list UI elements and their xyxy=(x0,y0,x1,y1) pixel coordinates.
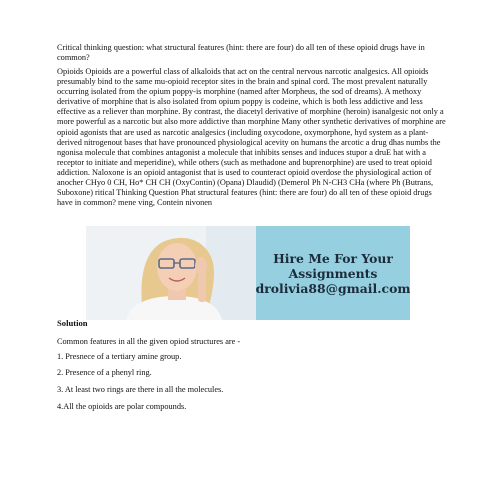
solution-item: 3. At least two rings are there in all the molecules. xyxy=(57,385,224,394)
solution-item: 4.All the opioids are polar compounds. xyxy=(57,402,187,411)
solution-heading: Solution xyxy=(57,318,88,328)
solution-item: 2. Presence of a phenyl ring. xyxy=(57,368,152,377)
solution-item: 1. Presnece of a tertiary amine group. xyxy=(57,352,182,361)
ad-text-box xyxy=(256,226,410,320)
ad-line-hire: Hire Me For Your xyxy=(273,250,393,266)
ad-banner[interactable] xyxy=(86,226,410,320)
woman-with-glasses-photo xyxy=(86,226,256,320)
solution-intro: Common features in all the given opiod structures are - xyxy=(57,337,241,346)
question-text: Critical thinking question: what structural features (hint: there are four) do all ten of these opioid drugs have in common? xyxy=(57,43,425,63)
ad-line-assignments: Assignments xyxy=(288,265,378,281)
intro-paragraph: Opioids Opioids are a powerful class of alkaloids that act on the central nervous narcotic analgesics. All opioids presumably bind to the same mu-opioid receptor sites in the brain and spinal cord. The most prevalent naturally occurring isolated from the opium poppy-is morphine (named after Morpheus, the sod of dreams). A methoxy derivative of morphine that is also isolated from opium poppy is codeine, which is both less addictive and less effective as a reliever than morphine. By contrast, the diacetyl derivative of morphine (heroin) isanalgesic not only a more powerful as a narcotic but also more addictive than morphine Many other synthetic derivatives of morphine are opioid agonists that are used as narcotic analgesics (including oxycodone, oxymorphone, hyd system as a plant-derived nitrogenout bases that have pronounced physiological acevity on humans the arcotic a drug dhas numbs the ngonisa molecule that combines antagonist a molecule that inhibits senses and induces stupor a druE hat with a receptor to initiate and meperidine), while others (such as methadone and buprenorphine) are used to treat opioid addiction. Naloxone is an opioid antagonist that is used to counteract opioid overdose the physiological action of anocher CHyo 0 CH, Ho* CH CH (OxyContin) (Opana) Dlaudid) (Demerol Ph N-CH3 CHa (where Ph (Butrans, Suboxone) ritical Thinking Question Phat structural features (hint: there are four) do all ten of these opioid drugs have in common? mene ving, Contein nivonen xyxy=(57,67,446,208)
ad-email[interactable]: drolivia88@gmail.com xyxy=(255,280,410,296)
